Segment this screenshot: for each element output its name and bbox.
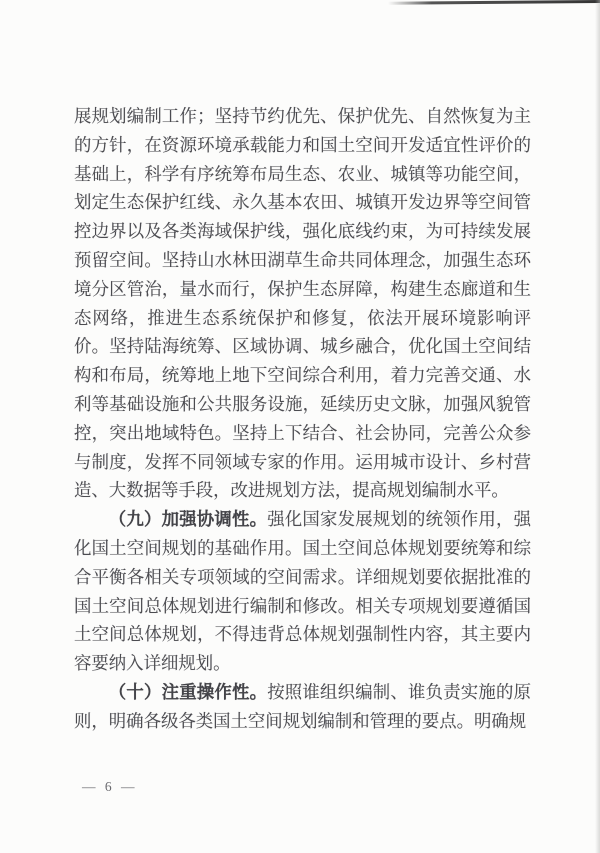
page-number: — 6 — xyxy=(82,779,138,794)
paragraph-heading: （九）加强协调性。 xyxy=(108,509,268,530)
scan-edge-artifact xyxy=(388,0,600,5)
paragraph-text: 展规划编制工作；坚持节约优先、保护优先、自然恢复为主的方针，在资源环境承载能力和国土空间开发适宜性评价的基础上，科学有序统筹布局生态、农业、城镇等功能空间，划定生态保护红线、永久基本农田、城镇开发边界等空间管控边界以及各类海域保护线，强化底线约束，为可持续发展预留空间。坚持山水林田湖草生命共同体理念，加强生态环境分区管治，量水而行，保护生态屏障，构建生态廊道和生态网络，推进生态系统保护和修复，依法开展环境影响评价。坚持陆海统筹、区域协调、城乡融合，优化国土空间结构和布局，统筹地上地下空间综合利用，着力完善交通、水利等基础设施和公共服务设施，延续历史文脉，加强风貌管控，突出地域特色。坚持上下结合、社会协同，完善公众参与制度，发挥不同领域专家的作用。运用城市设计、乡村营造、大数据等手段，改进规划方法，提高规划编制水平。 xyxy=(74,106,531,501)
paragraph-text: 强化国家发展规划的统领作用，强化国土空间规划的基础作用。国土空间总体规划要统筹和综合平衡各相关专项领域的空间需求。详细规划要依据批准的国土空间总体规划进行编制和修改。相关专项规划要遵循国土空间总体规划，不得违背总体规划强制性内容，其主要内容要纳入详细规划。 xyxy=(74,509,531,674)
paragraph-item-10 xyxy=(74,678,531,736)
paragraph-heading: （十）注重操作性。 xyxy=(108,681,268,702)
document-body xyxy=(74,102,531,736)
paragraph-item-9 xyxy=(74,505,531,678)
paragraph-continuation xyxy=(74,102,531,505)
paragraph-text: 按照谁组织编制、谁负责实施的原则，明确各级各类国土空间规划编制和管理的要点。明确规 xyxy=(74,681,531,731)
scan-shadow-right-artifact xyxy=(595,0,600,853)
